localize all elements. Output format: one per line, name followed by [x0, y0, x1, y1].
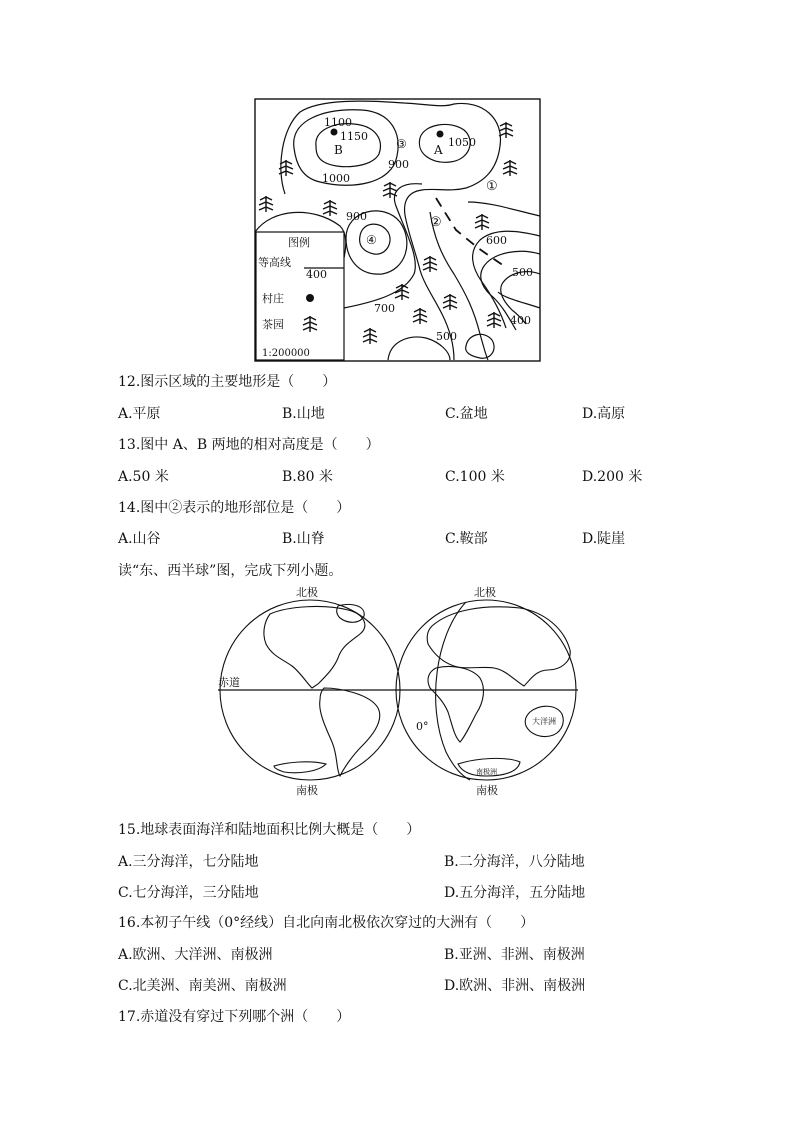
hemisphere-map-drawing [214, 584, 580, 798]
label-south-pole-west: 南极 [296, 784, 318, 797]
legend-tea: 茶园 [262, 318, 284, 331]
contour-map [254, 98, 541, 362]
label-marker-2: ② [430, 215, 442, 230]
q15-option-a[interactable]: A.三分海洋，七分陆地 [118, 854, 259, 870]
q13-option-a[interactable]: A.50 米 [118, 469, 169, 485]
label-point-a: A [434, 143, 443, 157]
q14-option-c[interactable]: C.鞍部 [445, 531, 488, 547]
legend-contour: 等高线 [258, 256, 291, 269]
q12-stem: 12.图示区域的主要地形是（ ） [118, 374, 337, 390]
label-point-b: B [334, 143, 343, 157]
label-700: 700 [374, 302, 395, 315]
q12-option-d[interactable]: D.高原 [582, 406, 626, 422]
label-north-pole-east: 北极 [474, 586, 496, 599]
legend-contour-value: 400 [306, 268, 327, 281]
section-intro: 读“东、西半球”图，完成下列小题。 [118, 563, 343, 579]
label-1100: 1100 [324, 116, 352, 129]
label-1150: 1150 [340, 130, 368, 143]
q12-option-b[interactable]: B.山地 [282, 406, 325, 422]
legend-scale: 1:200000 [262, 348, 310, 359]
label-500-bottom: 500 [436, 330, 457, 343]
label-marker-3: ③ [396, 137, 407, 151]
label-north-pole-west: 北极 [296, 586, 318, 599]
q15-option-d[interactable]: D.五分海洋，五分陆地 [444, 885, 586, 901]
label-500-right: 500 [512, 266, 533, 279]
legend-title: 图例 [288, 236, 310, 249]
q16-option-a[interactable]: A.欧洲、大洋洲、南极洲 [118, 947, 273, 963]
q15-option-b[interactable]: B.二分海洋，八分陆地 [444, 854, 585, 870]
label-1050: 1050 [448, 136, 476, 149]
label-marker-4: ④ [366, 233, 377, 247]
label-900-left: 900 [346, 210, 367, 223]
q12-option-a[interactable]: A.平原 [118, 406, 161, 422]
label-900-top: 900 [388, 158, 409, 171]
q16-option-c[interactable]: C.北美洲、南美洲、南极洲 [118, 978, 287, 994]
contour-map-drawing [254, 98, 541, 362]
label-south-pole-east: 南极 [476, 784, 498, 797]
label-600: 600 [486, 234, 507, 247]
q15-stem: 15.地球表面海洋和陆地面积比例大概是（ ） [118, 822, 421, 838]
q13-option-c[interactable]: C.100 米 [445, 469, 505, 485]
label-equator: 赤道 [218, 676, 240, 689]
q16-option-b[interactable]: B.亚洲、非洲、南极洲 [444, 947, 585, 963]
q14-option-d[interactable]: D.陡崖 [582, 531, 626, 547]
label-antarctica: 南极洲 [476, 768, 497, 776]
q17-stem: 17.赤道没有穿过下列哪个洲（ ） [118, 1009, 351, 1025]
q12-option-c[interactable]: C.盆地 [445, 406, 488, 422]
q13-option-b[interactable]: B.80 米 [282, 469, 334, 485]
hemisphere-map [214, 584, 580, 798]
label-marker-1: ① [486, 179, 498, 194]
q13-option-d[interactable]: D.200 米 [582, 469, 643, 485]
q13-stem: 13.图中 A、B 两地的相对高度是（ ） [118, 437, 380, 453]
q14-stem: 14.图中②表示的地形部位是（ ） [118, 500, 351, 516]
q14-option-b[interactable]: B.山脊 [282, 531, 325, 547]
q16-stem: 16.本初子午线（0°经线）自北向南北极依次穿过的大洲有（ ） [118, 915, 535, 931]
q16-option-d[interactable]: D.欧洲、非洲、南极洲 [444, 978, 586, 994]
q15-option-c[interactable]: C.七分海洋，三分陆地 [118, 885, 259, 901]
legend-village: 村庄 [262, 292, 284, 305]
label-1000: 1000 [322, 172, 350, 185]
label-oceania: 大洋洲 [532, 717, 556, 726]
label-400-right: 400 [510, 314, 531, 327]
label-zero-degree: 0° [416, 720, 429, 733]
q14-option-a[interactable]: A.山谷 [118, 531, 161, 547]
